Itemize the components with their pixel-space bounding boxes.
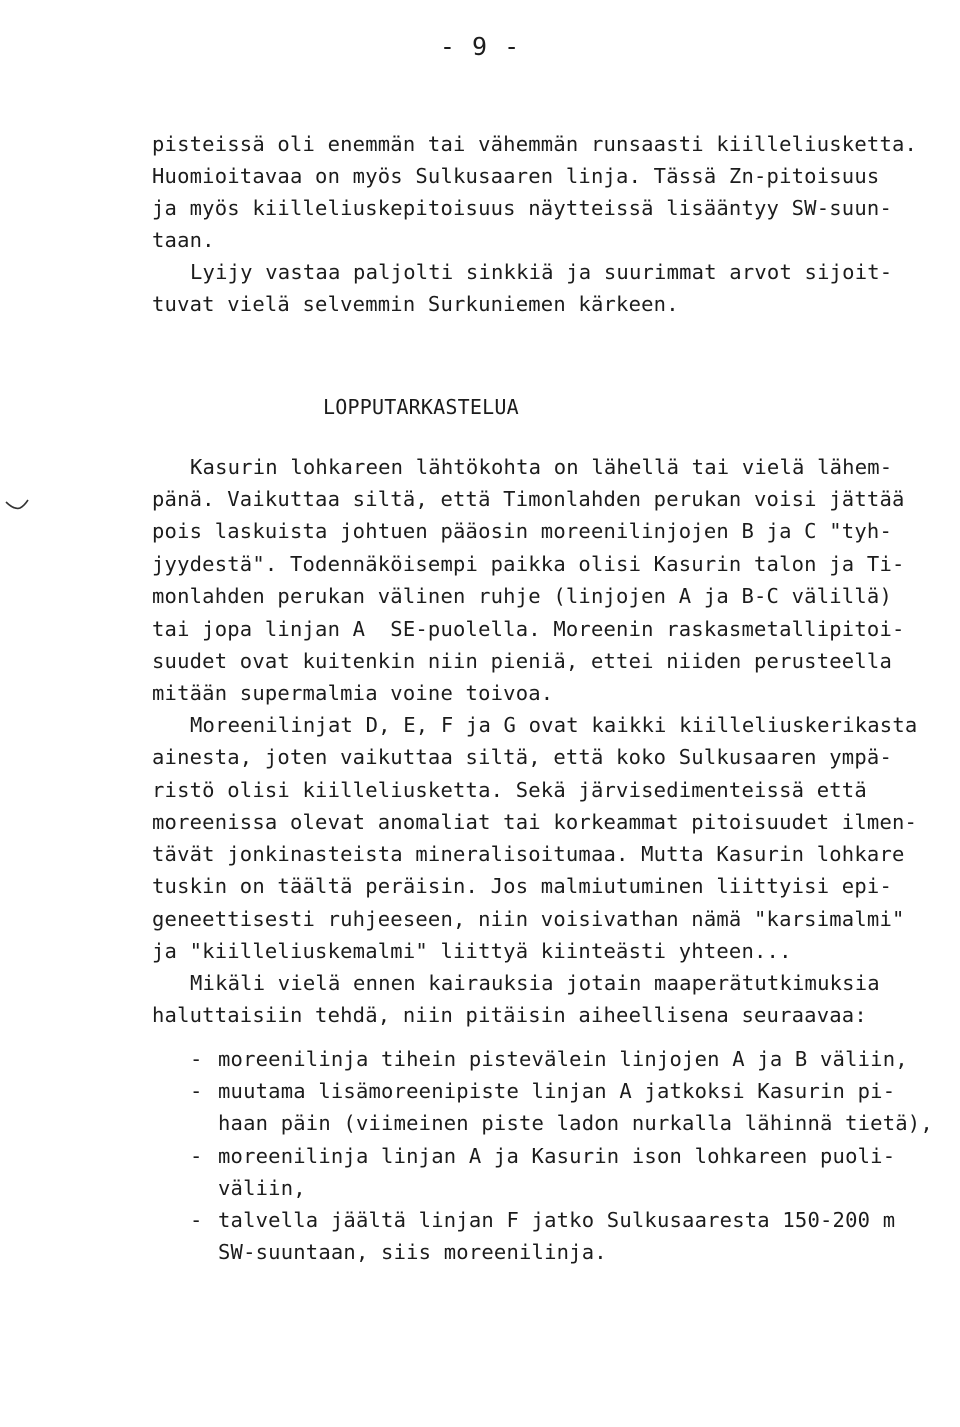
text-line: moreenissa olevat anomaliat tai korkeammat pitoisuudet ilmen- bbox=[152, 810, 918, 834]
text-line: Huomioitavaa on myös Sulkusaaren linja. Tässä Zn-pitoisuus bbox=[152, 164, 880, 188]
text-line: suudet ovat kuitenkin niin pieniä, ettei niiden perusteella bbox=[152, 649, 892, 673]
text-line: tuskin on täältä peräisin. Jos malmiutuminen liittyisi epi- bbox=[152, 874, 892, 898]
text-line: mitään supermalmia voine toivoa. bbox=[152, 681, 554, 705]
text-line: pänä. Vaikuttaa siltä, että Timonlahden perukan voisi jättää bbox=[152, 487, 905, 511]
text-line: ainesta, joten vaikuttaa siltä, että koko Sulkusaaren ympä- bbox=[152, 745, 892, 769]
bullet-dash: - bbox=[190, 1047, 203, 1071]
text-line: Mikäli vielä ennen kairauksia jotain maaperätutkimuksia bbox=[190, 971, 880, 995]
bullet-dash: - bbox=[190, 1208, 203, 1232]
list-item: moreenilinja tihein pistevälein linjojen A ja B väliin, bbox=[218, 1047, 908, 1071]
text-line: Kasurin lohkareen lähtökohta on lähellä tai vielä lähem- bbox=[190, 455, 893, 479]
text-line: pois laskuista johtuen pääosin moreenilinjojen B ja C "tyh- bbox=[152, 519, 892, 543]
text-line: haluttaisiin tehdä, niin pitäisin aiheellisena seuraavaa: bbox=[152, 1003, 867, 1027]
list-item: muutama lisämoreenipiste linjan A jatkoksi Kasurin pi- bbox=[218, 1079, 896, 1103]
text-line: geneettisesti ruhjeeseen, niin voisivathan nämä "karsimalmi" bbox=[152, 907, 905, 931]
page-number: - 9 - bbox=[439, 32, 521, 61]
bullet-dash: - bbox=[190, 1144, 203, 1168]
text-line: monlahden perukan välinen ruhje (linjojen A ja B-C välillä) bbox=[152, 584, 892, 608]
list-item-continuation: SW-suuntaan, siis moreenilinja. bbox=[218, 1240, 607, 1264]
text-line: ja myös kiilleliuskepitoisuus näytteissä lisääntyy SW-suun- bbox=[152, 196, 892, 220]
text-line: ristö olisi kiilleliusketta. Sekä järvisedimenteissä että bbox=[152, 778, 867, 802]
text-line: jyydestä". Todennäköisempi paikka olisi Kasurin talon ja Ti- bbox=[152, 552, 905, 576]
list-item-continuation: väliin, bbox=[218, 1176, 306, 1200]
margin-pen-mark bbox=[4, 496, 30, 512]
text-line: taan. bbox=[152, 228, 215, 252]
text-line: pisteissä oli enemmän tai vähemmän runsaasti kiilleliusketta. bbox=[152, 132, 918, 156]
bullet-dash: - bbox=[190, 1079, 203, 1103]
text-line: tai jopa linjan A SE-puolella. Moreenin raskasmetallipitoi- bbox=[152, 617, 905, 641]
list-item: talvella jäältä linjan F jatko Sulkusaaresta 150-200 m bbox=[218, 1208, 896, 1232]
section-heading: LOPPUTARKASTELUA bbox=[323, 395, 519, 419]
text-line: tuvat vielä selvemmin Surkuniemen kärkeen. bbox=[152, 292, 679, 316]
list-item: moreenilinja linjan A ja Kasurin ison lohkareen puoli- bbox=[218, 1144, 896, 1168]
text-line: Lyijy vastaa paljolti sinkkiä ja suurimmat arvot sijoit- bbox=[190, 260, 893, 284]
list-item-continuation: haan päin (viimeinen piste ladon nurkalla lähinnä tietä), bbox=[218, 1111, 933, 1135]
text-line: tävät jonkinasteista mineralisoitumaa. Mutta Kasurin lohkare bbox=[152, 842, 905, 866]
text-line: ja "kiilleliuskemalmi" liittyä kiinteästi yhteen... bbox=[152, 939, 792, 963]
text-line: Moreenilinjat D, E, F ja G ovat kaikki kiilleliuskerikasta bbox=[190, 713, 918, 737]
